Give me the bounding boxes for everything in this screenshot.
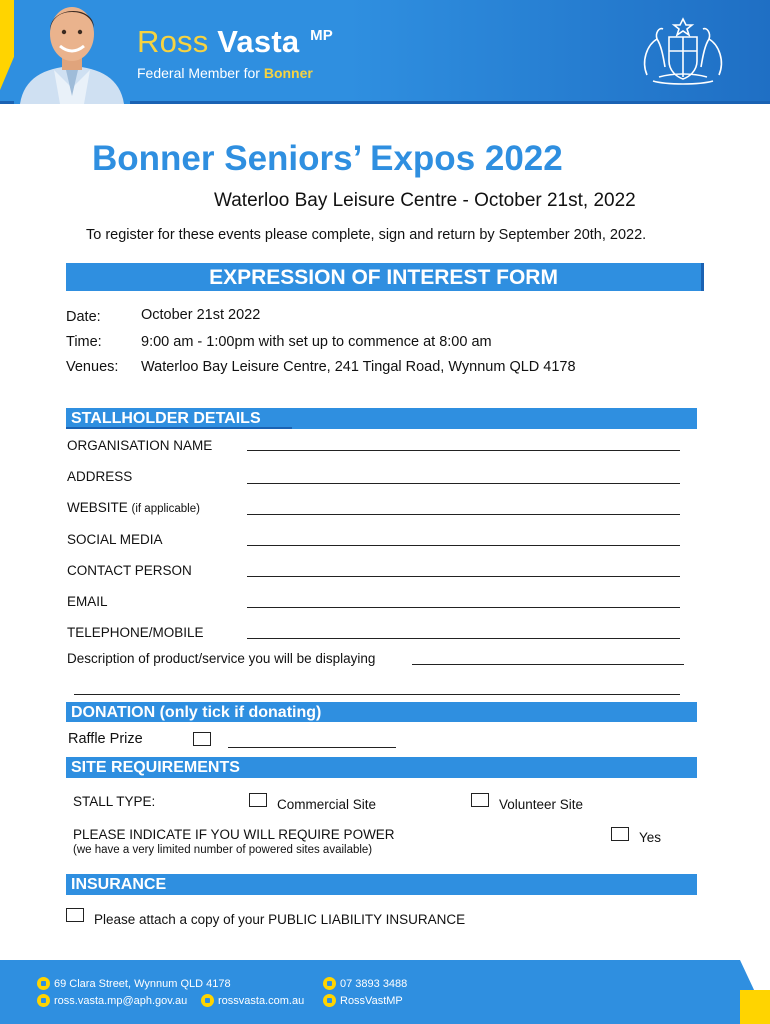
- power-note: (we have a very limited number of powered sites available): [73, 844, 373, 856]
- organisation-name-label: ORGANISATION NAME: [67, 438, 213, 453]
- time-label: Time:: [66, 334, 102, 350]
- stallholder-section-heading: [66, 408, 697, 429]
- footer-address-text: 69 Clara Street, Wynnum QLD 4178: [54, 977, 231, 990]
- commercial-site-label: Commercial Site: [277, 797, 377, 812]
- commercial-site-checkbox[interactable]: [249, 793, 267, 807]
- telephone-field[interactable]: [247, 638, 680, 639]
- email-field[interactable]: [247, 607, 680, 608]
- mp-role: [137, 65, 313, 81]
- stallholder-heading-text: STALLHOLDER DETAILS: [71, 410, 261, 427]
- website-label-note: (if applicable): [131, 503, 200, 515]
- coat-of-arms-icon: [633, 15, 733, 89]
- raffle-prize-label: Raffle Prize: [68, 731, 143, 747]
- website-label-text: WEBSITE: [67, 500, 128, 515]
- page-subtitle: Waterloo Bay Leisure Centre - October 21st, 2022: [214, 190, 636, 211]
- date-value: October 21st 2022: [141, 307, 261, 323]
- description-label: Description of product/service you will be displaying: [67, 651, 376, 666]
- mp-role-prefix: Federal Member for: [137, 65, 260, 81]
- footer-phone[interactable]: [323, 977, 407, 990]
- description-field[interactable]: [412, 664, 684, 665]
- organisation-name-field[interactable]: [247, 450, 680, 451]
- footer-website[interactable]: [201, 994, 304, 1007]
- address-label: ADDRESS: [67, 469, 133, 484]
- website-field[interactable]: [247, 514, 680, 515]
- social-media-label: SOCIAL MEDIA: [67, 532, 163, 547]
- power-yes-label: Yes: [639, 830, 662, 845]
- mp-electorate: Bonner: [263, 65, 313, 81]
- footer-email-text[interactable]: ross.vasta.mp@aph.gov.au: [54, 994, 188, 1007]
- insurance-section-heading: INSURANCE: [66, 874, 697, 895]
- footer-phone-text[interactable]: 07 3893 3488: [340, 977, 408, 990]
- mp-first-name: Ross: [137, 24, 209, 59]
- mp-name: [137, 24, 333, 60]
- description-field-line-2[interactable]: [74, 694, 680, 695]
- donation-section-heading: DONATION (only tick if donating): [66, 702, 697, 722]
- email-icon: [37, 994, 50, 1007]
- venue-value: Waterloo Bay Leisure Centre, 241 Tingal Road, Wynnum QLD 4178: [141, 359, 576, 375]
- address-field[interactable]: [247, 483, 680, 484]
- facebook-icon: [323, 994, 336, 1007]
- registration-instruction: To register for these events please complete, sign and return by September 20th, 2022.: [86, 227, 647, 243]
- footer-accent: [740, 990, 770, 1024]
- footer-facebook[interactable]: [323, 994, 403, 1007]
- volunteer-site-label: Volunteer Site: [499, 797, 584, 812]
- contact-person-label: CONTACT PERSON: [67, 563, 192, 578]
- insurance-checkbox[interactable]: [66, 908, 84, 922]
- site-requirements-heading: SITE REQUIREMENTS: [66, 757, 697, 778]
- telephone-label: TELEPHONE/MOBILE: [67, 625, 204, 640]
- raffle-prize-checkbox[interactable]: [193, 732, 211, 746]
- footer: [0, 960, 770, 1024]
- footer-facebook-text[interactable]: RossVastMP: [340, 994, 403, 1007]
- raffle-prize-field[interactable]: [228, 747, 396, 748]
- section-underline: [66, 427, 292, 429]
- footer-address: [37, 977, 231, 990]
- mp-suffix: MP: [310, 27, 334, 44]
- home-icon: [37, 977, 50, 990]
- date-label: Date:: [66, 309, 101, 325]
- footer-website-text[interactable]: rossvasta.com.au: [218, 994, 305, 1007]
- stall-type-label: STALL TYPE:: [73, 794, 156, 809]
- email-label: EMAIL: [67, 594, 108, 609]
- time-value: 9:00 am - 1:00pm with set up to commence at 8:00 am: [141, 334, 492, 350]
- website-label: [67, 500, 200, 515]
- form-heading: EXPRESSION OF INTEREST FORM: [66, 263, 704, 291]
- social-media-field[interactable]: [247, 545, 680, 546]
- volunteer-site-checkbox[interactable]: [471, 793, 489, 807]
- footer-email[interactable]: [37, 994, 187, 1007]
- mp-last-name: Vasta: [217, 24, 300, 59]
- header-banner: [0, 0, 770, 104]
- power-yes-checkbox[interactable]: [611, 827, 629, 841]
- contact-person-field[interactable]: [247, 576, 680, 577]
- venue-label: Venues:: [66, 359, 119, 375]
- page-title: Bonner Seniors’ Expos 2022: [92, 139, 563, 178]
- insurance-text: Please attach a copy of your PUBLIC LIABILITY INSURANCE: [94, 912, 466, 927]
- mp-portrait: [14, 0, 130, 104]
- phone-icon: [323, 977, 336, 990]
- power-label: PLEASE INDICATE IF YOU WILL REQUIRE POWER: [73, 827, 395, 842]
- globe-icon: [201, 994, 214, 1007]
